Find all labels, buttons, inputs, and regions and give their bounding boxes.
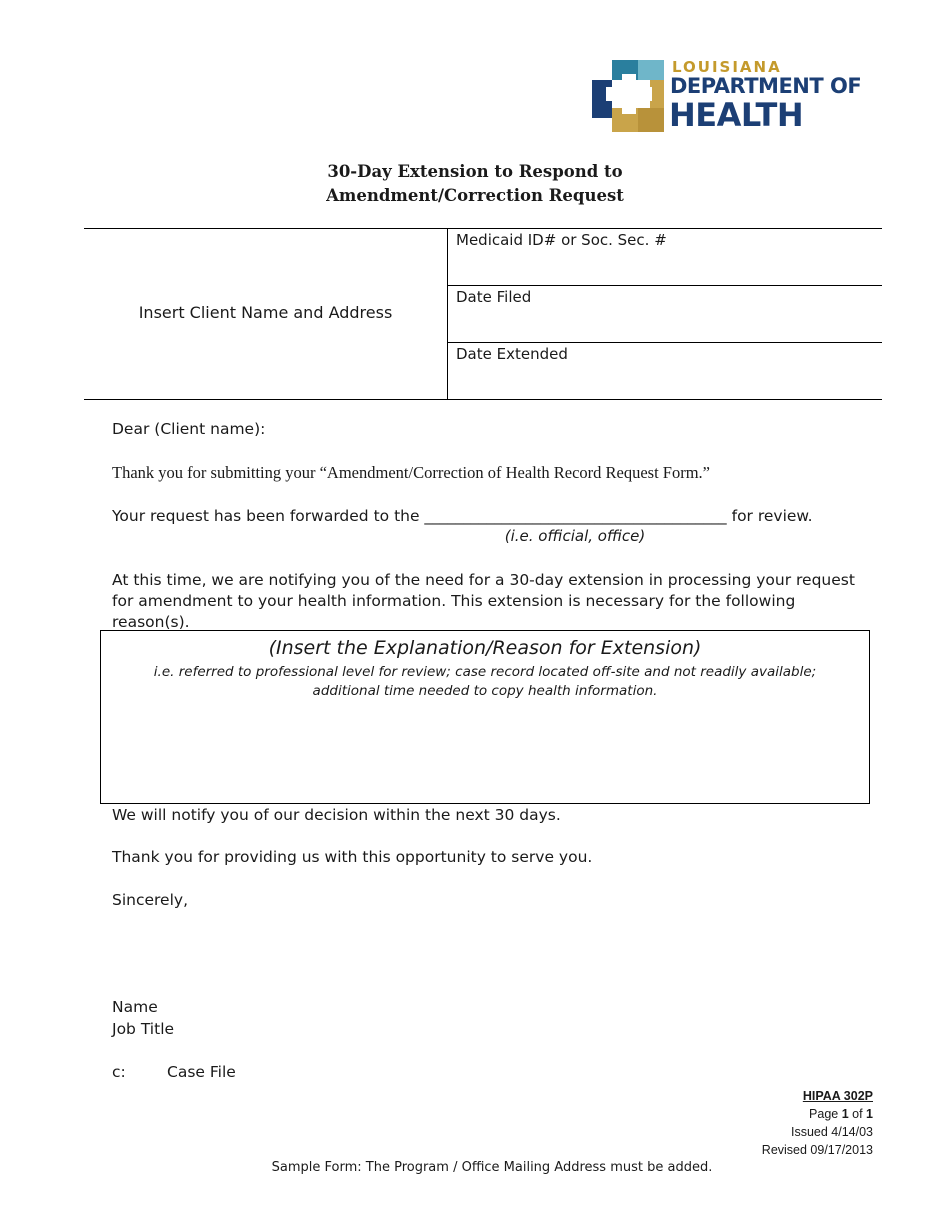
signer-job-title: Job Title xyxy=(112,1020,175,1038)
signer-name: Name xyxy=(112,998,158,1016)
reason-box[interactable] xyxy=(100,630,870,804)
client-address-cell[interactable] xyxy=(84,229,448,399)
thanks2-paragraph: Thank you for providing us with this opportunity to serve you. xyxy=(112,848,593,866)
medicaid-id-label: Medicaid ID# or Soc. Sec. # xyxy=(456,231,667,249)
reason-box-title: (Insert the Explanation/Reason for Extension) xyxy=(268,637,702,659)
reason-box-description xyxy=(101,663,869,701)
forwarded-note: (i.e. official, office) xyxy=(504,527,646,545)
client-name-address-label: Insert Client Name and Address xyxy=(138,303,393,322)
form-id: HIPAA 302P xyxy=(802,1089,873,1103)
page-of: of xyxy=(848,1107,867,1121)
notify-paragraph: We will notify you of our decision within the next 30 days. xyxy=(112,806,561,824)
document-title-line1: 30-Day Extension to Respond to xyxy=(327,162,623,181)
date-extended-label: Date Extended xyxy=(456,345,568,363)
sample-form-note: Sample Form: The Program / Office Mailing Address must be added. xyxy=(271,1160,713,1175)
page-indicator xyxy=(809,1107,873,1121)
cc-label: c: xyxy=(112,1063,126,1081)
reason-desc-line2: additional time needed to copy health information. xyxy=(312,683,658,699)
reason-desc-line1: i.e. referred to professional level for review; case record located off-site and not readily available; xyxy=(153,664,817,680)
issued-date: Issued 4/14/03 xyxy=(790,1125,873,1139)
page-total: 1 xyxy=(866,1107,873,1121)
header-table xyxy=(84,228,882,400)
date-filed-field[interactable] xyxy=(448,286,882,343)
thanks-paragraph: Thank you for submitting your “Amendment/Correction of Health Record Request Form.” xyxy=(112,463,710,482)
forwarded-paragraph: Your request has been forwarded to the _______________________________________ for review. xyxy=(112,507,813,525)
salutation: Dear (Client name): xyxy=(112,420,266,438)
logo-department-text: DEPARTMENT OF xyxy=(670,74,862,98)
date-filed-label: Date Filed xyxy=(456,288,532,306)
page-number: 1 xyxy=(841,1107,849,1121)
extension-notice-paragraph: At this time, we are notifying you of the need for a 30-day extension in processing your request for amendment to your health information. This extension is necessary for the following reason(s). xyxy=(112,571,855,631)
cc-value: Case File xyxy=(167,1063,236,1081)
revised-date: Revised 09/17/2013 xyxy=(761,1143,873,1157)
logo-health-text: HEALTH xyxy=(669,96,804,134)
document-title-line2: Amendment/Correction Request xyxy=(326,186,624,205)
logo-state-text: LOUISIANA xyxy=(672,58,782,76)
cross-logo-icon xyxy=(592,60,664,132)
medicaid-id-field[interactable] xyxy=(448,229,882,286)
page-prefix: Page xyxy=(809,1107,842,1121)
closing: Sincerely, xyxy=(112,891,189,909)
department-logo xyxy=(592,58,882,138)
date-extended-field[interactable] xyxy=(448,343,882,399)
